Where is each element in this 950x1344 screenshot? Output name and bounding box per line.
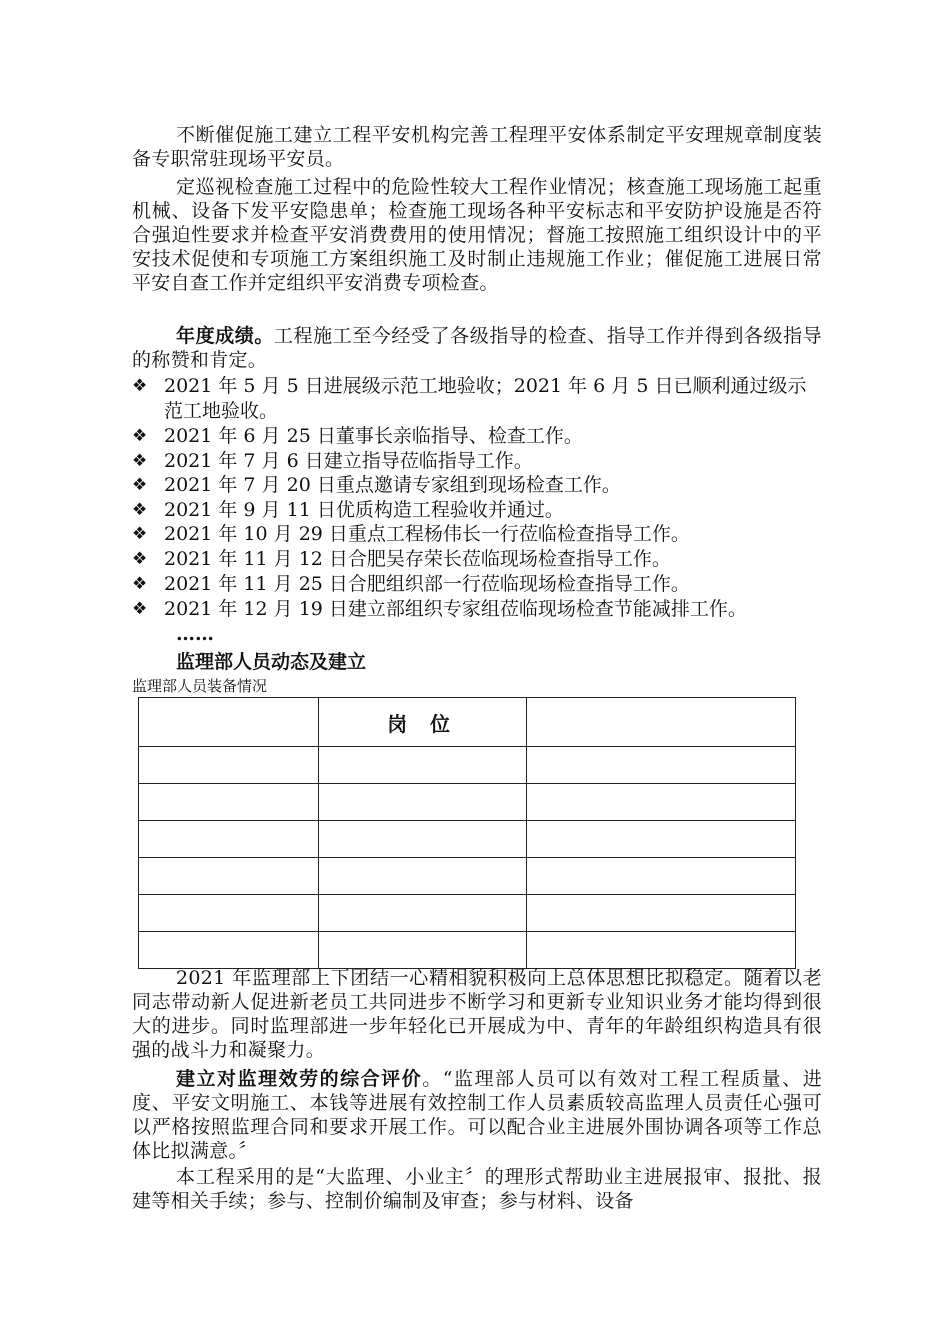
paragraph-evaluation bbox=[132, 1067, 822, 1163]
ellipsis-text: …… bbox=[176, 623, 214, 645]
table-cell bbox=[318, 932, 527, 969]
table-row bbox=[139, 784, 796, 821]
table-row bbox=[139, 895, 796, 932]
evaluation-text: 。“监理部人员可以有效对工程工程质量、进度、平安文明施工、本钱等进展有效控制工作人员素质较高监理人员责任心强可以严格按照监理合同和要求开展工作。可以配合业主进展外围协调各项等工作总体比拟满意。〞 bbox=[132, 1068, 822, 1162]
diamond-bullet-icon: ❖ bbox=[132, 599, 148, 619]
section-heading: 监理部人员动态及建立 bbox=[176, 651, 367, 673]
list-item bbox=[132, 424, 822, 449]
paragraph-inspection: 定巡视检查施工过程中的危险性较大工程作业情况；核查施工现场施工起重机械、设备下发平安隐患单；检查施工现场各种平安标志和平安防护设施是否符合强迫性要求并检查平安消费费用的使用情况；督施工按照施工组织设计中的平安技术促使和专项施工方案组织施工及时制止违规施工作业；催促施工进展日常平安自查工作并定组织平安消费专项检查。 bbox=[132, 176, 822, 294]
table-caption: 监理部人员装备情况 bbox=[132, 677, 268, 695]
paragraph-safety-organization: 不断催促施工建立工程平安机构完善工程理平安体系制定平安理规章制度装备专职常驻现场平安员。 bbox=[132, 124, 822, 170]
list-item bbox=[132, 522, 822, 547]
list-item bbox=[132, 547, 822, 572]
table-cell bbox=[527, 747, 796, 784]
paragraph-management-mode: 本工程采用的是“大监理、小业主〞的理形式帮助业主进展报审、报批、报建等相关手续；参与、控制价编制及审查；参与材料、设备 bbox=[132, 1166, 822, 1212]
list-item-text: 2021 年 12 月 19 日建立部组织专家组莅临现场检查节能减排工作。 bbox=[164, 598, 747, 620]
list-item bbox=[132, 498, 822, 523]
diamond-bullet-icon: ❖ bbox=[132, 451, 148, 471]
table-cell bbox=[527, 932, 796, 969]
diamond-bullet-icon: ❖ bbox=[132, 376, 148, 396]
table-cell bbox=[527, 895, 796, 932]
annual-results-label: 年度成绩。 bbox=[176, 325, 274, 347]
table-cell bbox=[527, 821, 796, 858]
diamond-bullet-icon: ❖ bbox=[132, 426, 148, 446]
evaluation-label: 建立对监理效劳的综合评价 bbox=[176, 1068, 423, 1090]
table-cell bbox=[318, 784, 527, 821]
list-item-text: 2021 年 10 月 29 日重点工程杨伟长一行莅临检查指导工作。 bbox=[164, 523, 690, 545]
table-header-row bbox=[139, 698, 796, 747]
table-cell bbox=[139, 932, 319, 969]
list-item bbox=[132, 473, 822, 498]
list-item bbox=[132, 572, 822, 597]
list-item-text: 2021 年 7 月 6 日建立指导莅临指导工作。 bbox=[164, 450, 533, 472]
table-cell bbox=[527, 784, 796, 821]
table-row bbox=[139, 858, 796, 895]
table-row bbox=[139, 821, 796, 858]
table-cell bbox=[318, 895, 527, 932]
staffing-table bbox=[138, 697, 796, 969]
list-item-text: 2021 年 7 月 20 日重点邀请专家组到现场检查工作。 bbox=[164, 474, 621, 496]
table-header-cell-position: 岗 位 bbox=[318, 698, 527, 747]
list-item-text: 2021 年 6 月 25 日董事长亲临指导、检查工作。 bbox=[164, 425, 583, 447]
annual-results-text: 工程施工至今经受了各级指导的检查、指导工作并得到各级指导的称赞和肯定。 bbox=[132, 325, 822, 371]
table-cell bbox=[318, 747, 527, 784]
list-item-text: 2021 年 11 月 12 日合肥吴存荣长莅临现场检查指导工作。 bbox=[164, 548, 671, 570]
table-cell bbox=[527, 858, 796, 895]
paragraph-annual-results bbox=[132, 324, 822, 372]
list-item bbox=[132, 597, 822, 622]
table-cell bbox=[139, 784, 319, 821]
list-item bbox=[132, 374, 822, 423]
diamond-bullet-icon: ❖ bbox=[132, 524, 148, 544]
list-ellipsis bbox=[132, 622, 822, 647]
table-cell bbox=[139, 747, 319, 784]
diamond-bullet-icon: ❖ bbox=[132, 574, 148, 594]
list-item bbox=[132, 449, 822, 474]
table-cell bbox=[139, 858, 319, 895]
diamond-bullet-icon: ❖ bbox=[132, 549, 148, 569]
list-item-text: 2021 年 5 月 5 日进展级示范工地验收；2021 年 6 月 5 日已顺利通过级示范工地验收。 bbox=[164, 375, 807, 422]
list-item-text: 2021 年 9 月 11 日优质构造工程验收并通过。 bbox=[164, 499, 564, 521]
table-row bbox=[139, 932, 796, 969]
table-cell bbox=[139, 821, 319, 858]
table-row bbox=[139, 747, 796, 784]
table-header-cell bbox=[139, 698, 319, 747]
table-cell bbox=[318, 821, 527, 858]
list-item-text: 2021 年 11 月 25 日合肥组织部一行莅临现场检查指导工作。 bbox=[164, 573, 690, 595]
table-cell bbox=[318, 858, 527, 895]
table-header-cell bbox=[527, 698, 796, 747]
diamond-bullet-icon: ❖ bbox=[132, 475, 148, 495]
table-cell bbox=[139, 895, 319, 932]
diamond-bullet-icon: ❖ bbox=[132, 500, 148, 520]
paragraph-team-status: 2021 年监理部上下团结一心精相貌积极向上总体思想比拟稳定。随着以老同志带动新人促进新老员工共同进步不断学习和更新专业知识业务才能均得到很大的进步。同时监理部进一步年轻化已开展成为中、青年的年龄组织构造具有很强的战斗力和凝聚力。 bbox=[132, 967, 822, 1061]
